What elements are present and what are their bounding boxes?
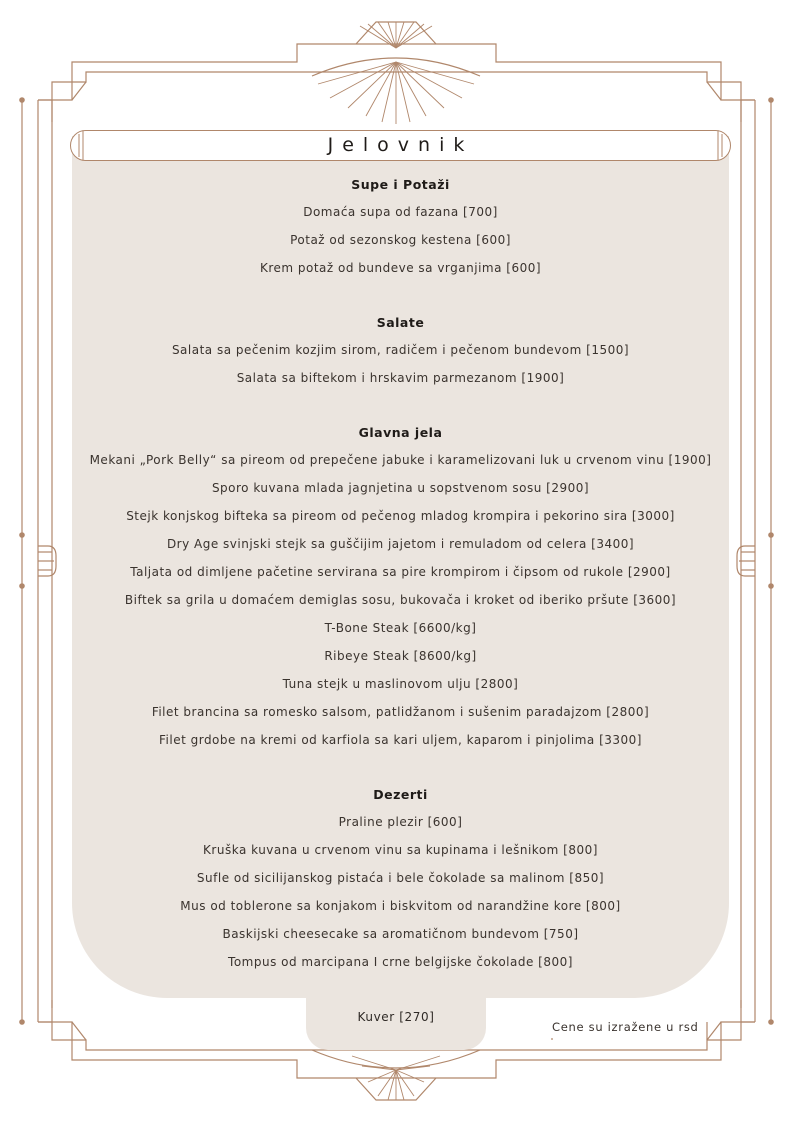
menu-item: Kruška kuvana u crvenom vinu sa kupinama i lešnikom [800] bbox=[203, 843, 598, 857]
menu-item: Domaća supa od fazana [700] bbox=[303, 205, 498, 219]
menu-section bbox=[72, 782, 729, 976]
menu-section bbox=[72, 172, 729, 282]
page-title: Jelovnik bbox=[327, 134, 474, 156]
menu-item: Mekani „Pork Belly“ sa pireom od prepečene jabuke i karamelizovani luk u crvenom vinu [1900] bbox=[89, 453, 712, 467]
menu-item: Stejk konjskog bifteka sa pireom od pečenog mladog krompira i pekorino sira [3000] bbox=[126, 509, 675, 523]
menu-item: Tuna stejk u maslinovom ulju [2800] bbox=[282, 677, 519, 691]
menu-item: Potaž od sezonskog kestena [600] bbox=[290, 233, 511, 247]
menu-item: Tompus od marcipana I crne belgijske čokolade [800] bbox=[228, 955, 573, 969]
menu-item: Mus od toblerone sa konjakom i biskvitom od narandžine kore [800] bbox=[180, 899, 621, 913]
menu-item: Dry Age svinjski stejk sa guščijim jajetom i remuladom od celera [3400] bbox=[166, 537, 635, 551]
menu-item: Krem potaž od bundeve sa vrganjima [600] bbox=[259, 261, 542, 275]
menu-item: Baskijski cheesecake sa aromatičnom bundevom [750] bbox=[222, 927, 579, 941]
section-title: Salate bbox=[376, 315, 425, 330]
price-note: Cene su izražene u rsd bbox=[552, 1020, 699, 1034]
menu-item: Ribeye Steak [8600/kg] bbox=[324, 649, 477, 663]
menu-item: Taljata od dimljene pačetine servirana sa pire krompirom i čipsom od rukole [2900] bbox=[130, 565, 671, 579]
section-title: Dezerti bbox=[373, 787, 428, 802]
menu-section bbox=[72, 310, 729, 392]
menu-list bbox=[72, 172, 729, 976]
menu-section bbox=[72, 420, 729, 754]
menu-item: Salata sa biftekom i hrskavim parmezanom [1900] bbox=[236, 371, 565, 385]
menu-item: T-Bone Steak [6600/kg] bbox=[324, 621, 477, 635]
menu-item: Sufle od sicilijanskog pistaća i bele čokolade sa malinom [850] bbox=[196, 871, 605, 885]
menu-item: Salata sa pečenim kozjim sirom, radičem i pečenom bundevom [1500] bbox=[171, 343, 630, 357]
menu-item: Biftek sa grila u domaćem demiglas sosu, bukovača i kroket od iberiko pršute [3600] bbox=[124, 593, 677, 607]
section-title: Supe i Potaži bbox=[351, 177, 450, 192]
menu-item: Sporo kuvana mlada jagnjetina u sopstvenom sosu [2900] bbox=[211, 481, 590, 495]
menu-item: Filet grdobe na kremi od karfiola sa kari uljem, kaparom i pinjolima [3300] bbox=[159, 733, 642, 747]
menu-item: Filet brancina sa romesko salsom, patlidžanom i sušenim paradajzom [2800] bbox=[151, 705, 650, 719]
section-title: Glavna jela bbox=[358, 425, 443, 440]
cover-charge: Kuver [270] bbox=[357, 1010, 435, 1024]
menu-item: Praline plezir [600] bbox=[338, 815, 463, 829]
